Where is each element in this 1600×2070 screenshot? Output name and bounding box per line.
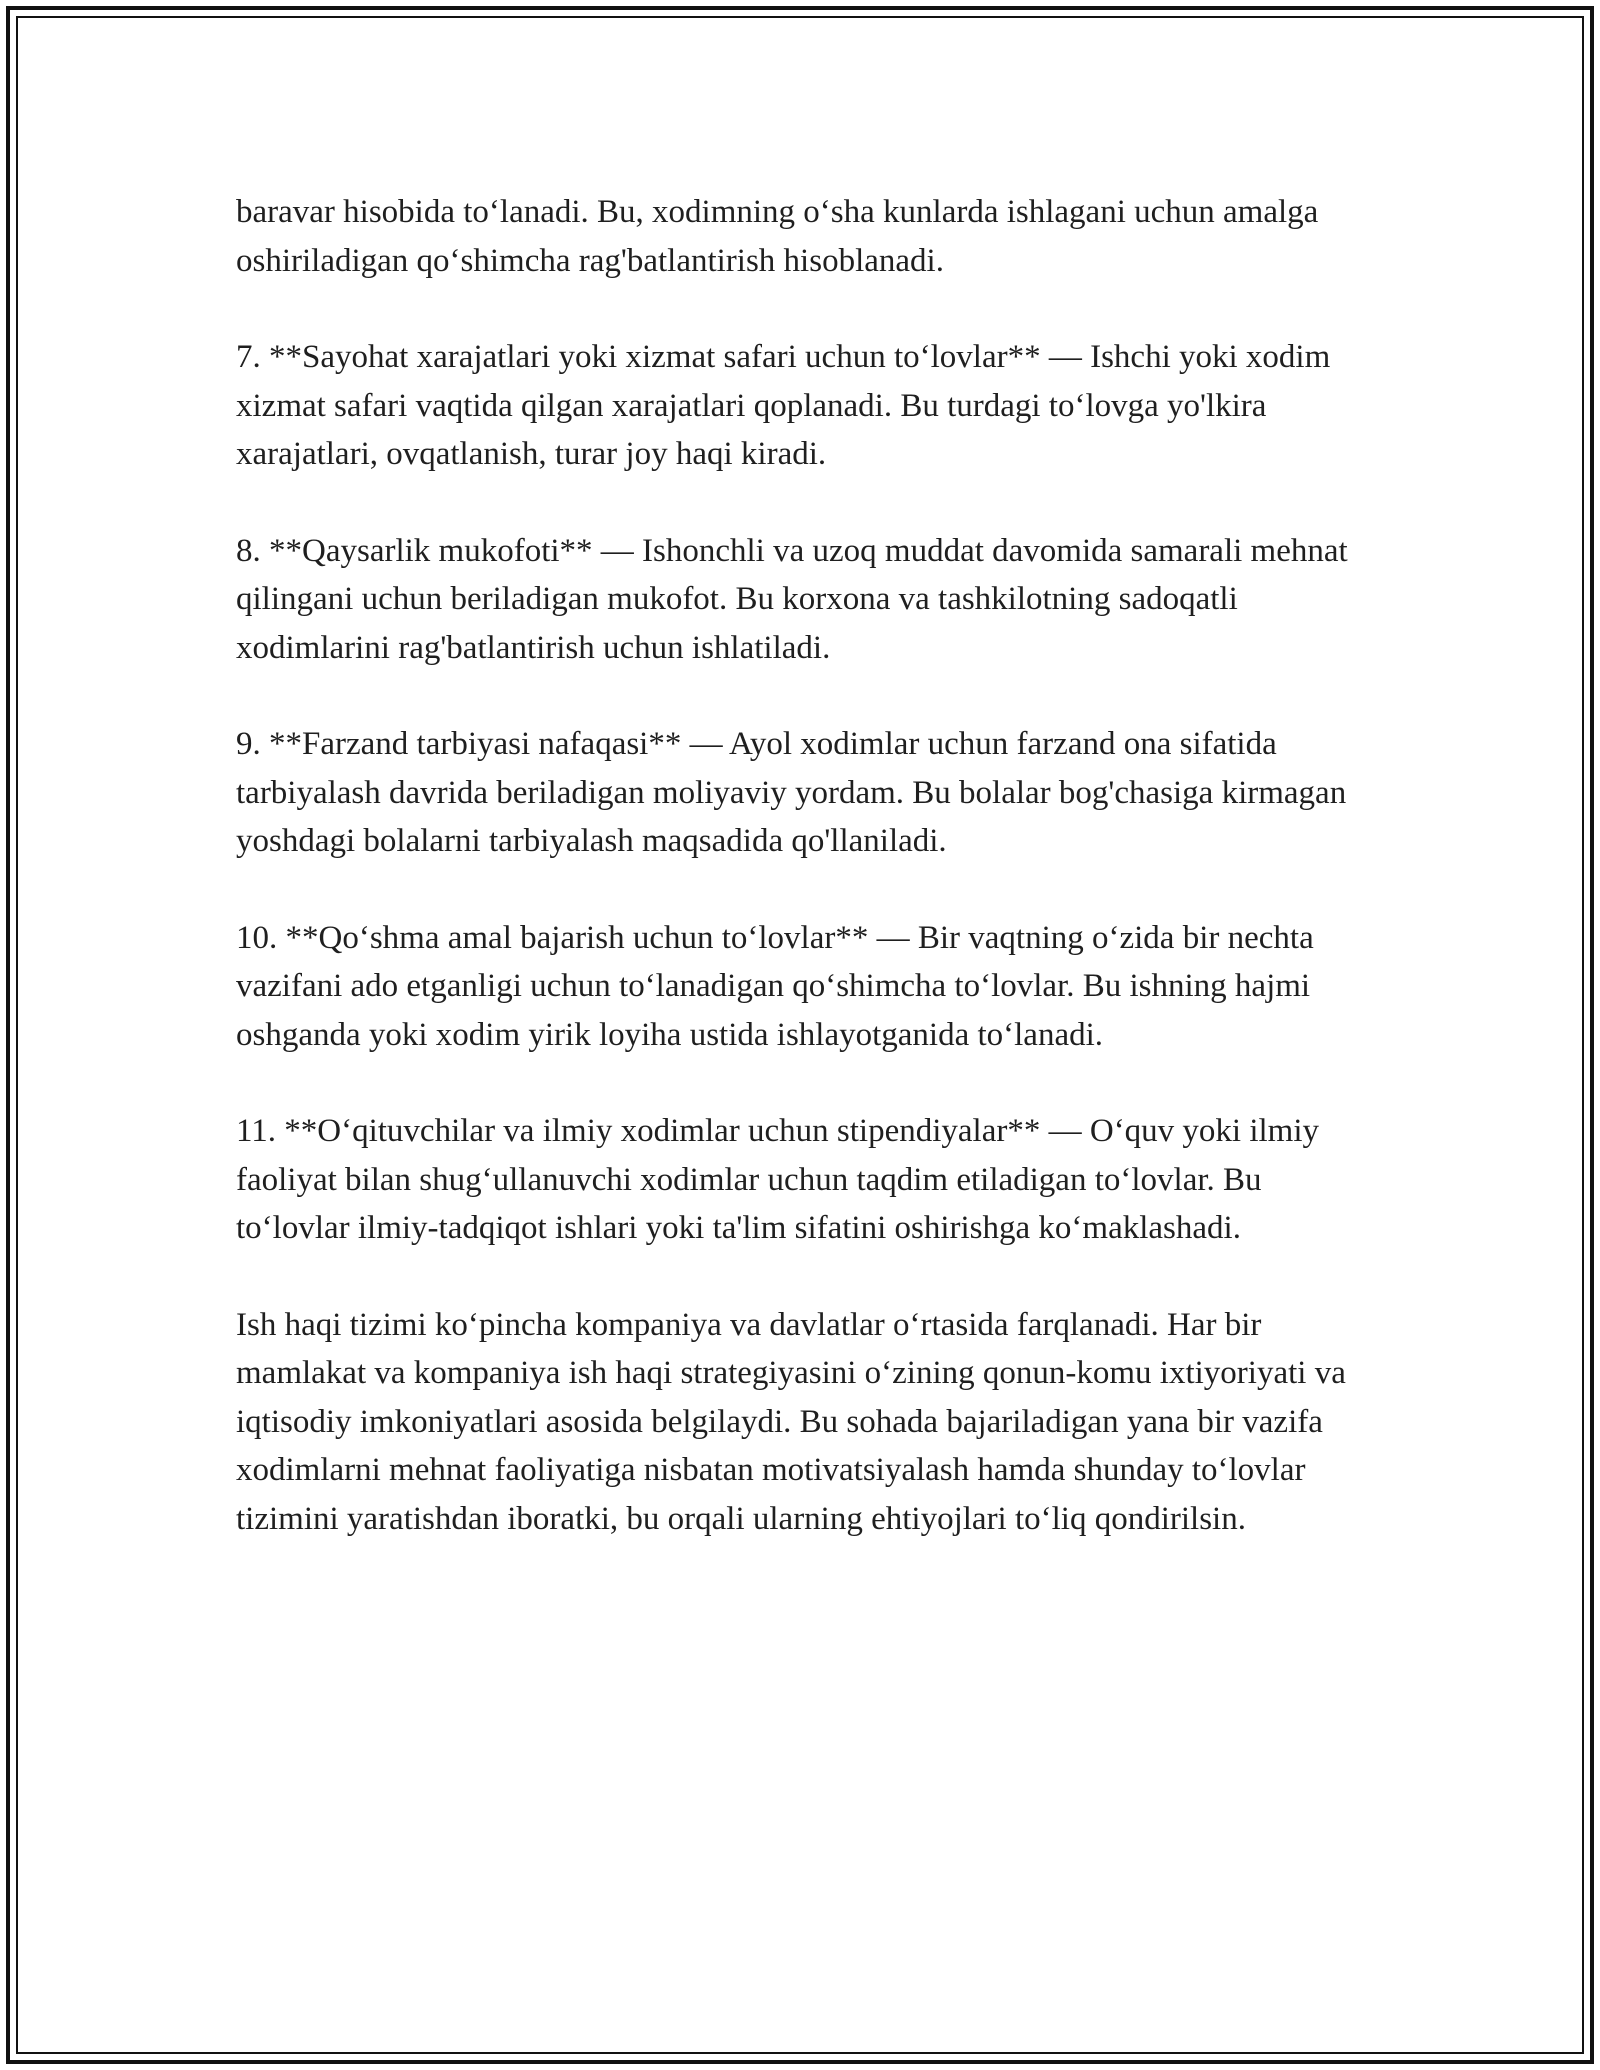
- paragraph-item-10: 10. **Qo‘shma amal bajarish uchun to‘lovlar** — Bir vaqtning o‘zida bir nechta vazifani ado etganligi uchun to‘lanadigan qo‘shimcha to‘lovlar. Bu ishning hajmi oshganda yoki xodim yirik loyiha ustida ishlayotganida to‘lanadi.: [236, 919, 1314, 1053]
- paragraph-item-7: 7. **Sayohat xarajatlari yoki xizmat safari uchun to‘lovlar** — Ishchi yoki xodim xizmat safari vaqtida qilgan xarajatlari qoplanadi. Bu turdagi to‘lovga yo'lkira xarajatlari, ovqatlanish, turar joy haqi kiradi.: [236, 339, 1331, 472]
- paragraph-continuation: baravar hisobida to‘lanadi. Bu, xodimning o‘sha kunlarda ishlagani uchun amalga oshiriladigan qo‘shimcha rag'batlantirish hisoblanadi.: [236, 194, 1319, 279]
- paragraph-conclusion: Ish haqi tizimi ko‘pincha kompaniya va davlatlar o‘rtasida farqlanadi. Har bir mamlakat va kompaniya ish haqi strategiyasini o‘zining qonun-komu ixtiyoriyati va iqtisodiy imkoniyatlari asosida belgilaydi. Bu sohada bajariladigan yana bir vazifa xodimlarni mehnat faoliyatiga nisbatan motivatsiyalash hamda shunday to‘lovlar tizimini yaratishdan iboratki, bu orqali ularning ehtiyojlari to‘liq qondirilsin.: [236, 1306, 1346, 1537]
- paragraph-item-11: 11. **O‘qituvchilar va ilmiy xodimlar uchun stipendiyalar** — O‘quv yoki ilmiy faoliyat bilan shug‘ullanuvchi xodimlar uchun taqdim etiladigan to‘lovlar. Bu to‘lovlar ilmiy-tadqiqot ishlari yoki ta'lim sifatini oshirishga ko‘maklashadi.: [236, 1113, 1320, 1246]
- document-body: [236, 188, 1376, 1591]
- paragraph-item-9: 9. **Farzand tarbiyasi nafaqasi** — Ayol xodimlar uchun farzand ona sifatida tarbiyalash davrida beriladigan moliyaviy yordam. Bu bolalar bog'chasiga kirmagan yoshdagi bolalarni tarbiyalash maqsadida qo'llaniladi.: [236, 726, 1347, 859]
- paragraph-item-8: 8. **Qaysarlik mukofoti** — Ishonchli va uzoq muddat davomida samarali mehnat qilingani uchun beriladigan mukofot. Bu korxona va tashkilotning sadoqatli xodimlarini rag'batlantirish uchun ishlatiladi.: [236, 532, 1348, 666]
